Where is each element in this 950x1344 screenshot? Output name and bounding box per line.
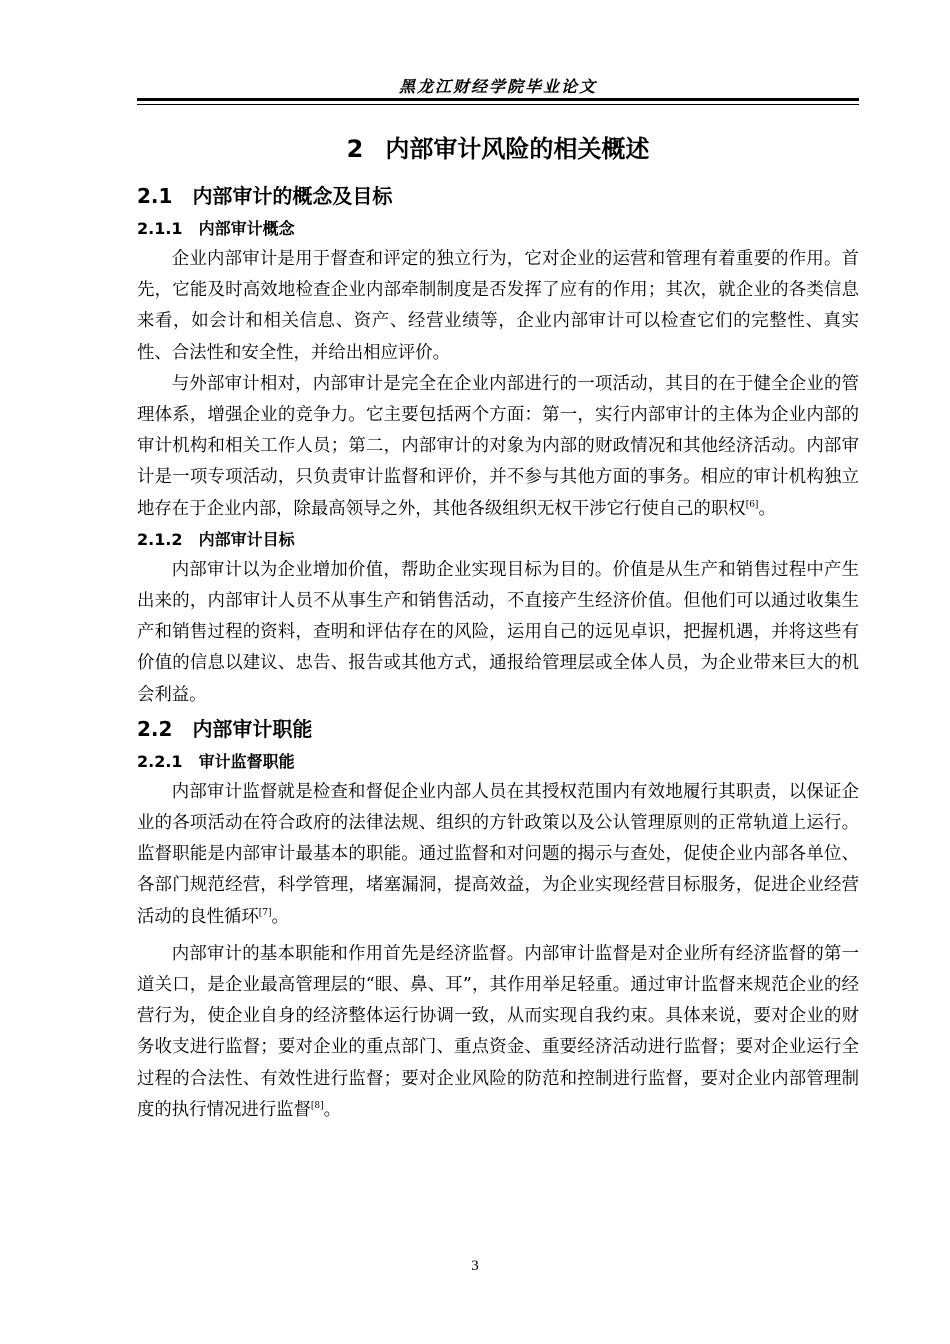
paragraph-tail: 。 bbox=[758, 498, 776, 519]
subsection-heading-2-2-1 bbox=[137, 747, 859, 777]
paragraph-text: 内部审计监督就是检查和督促企业内部人员在其授权范围内有效地履行其职责，以保证企业的各项活动在符合政府的法律法规、组织的方针政策以及公认管理原则的正常轨道上运行。监督职能是内部审计最基本的职能。通过监督和对问题的揭示与查处，促使企业内部各单位、各部门规范经营，科学管理，堵塞漏洞，提高效益，为企业实现经营目标服务，促进企业经营活动的良性循环 bbox=[137, 781, 859, 927]
paragraph-tail: 。 bbox=[323, 1099, 342, 1120]
paragraph bbox=[137, 555, 859, 711]
section-heading-2-2 bbox=[137, 711, 859, 747]
subsection-number: 2.1.1 bbox=[137, 219, 183, 238]
section-title: 内部审计职能 bbox=[192, 716, 313, 741]
paragraph-text: 内部审计的基本职能和作用首先是经济监督。内部审计监督是对企业所有经济监督的第一道关口，是企业最高管理层的“眼、鼻、耳”，其作用举足轻重。通过审计监督来规范企业的经营行为，使企业自身的经济整体运行协调一致，从而实现自我约束。具体来说，要对企业的财务收支进行监督；要对企业的重点部门、重点资金、重要经济活动进行监督；要对企业运行全过程的合法性、有效性进行监督；要对企业风险的防范和控制进行监督，要对企业内部管理制度的执行情况进行监督 bbox=[137, 943, 859, 1120]
chapter-title: 内部审计风险的相关概述 bbox=[385, 135, 650, 163]
subsection-heading-2-1-1 bbox=[137, 214, 859, 244]
subsection-title: 内部审计概念 bbox=[198, 219, 295, 238]
citation-ref: [7] bbox=[258, 907, 272, 918]
subsection-title: 审计监督职能 bbox=[198, 751, 295, 771]
paragraph-text: 内部审计以为企业增加价值，帮助企业实现目标为目的。价值是从生产和销售过程中产生出来的，内部审计人员不从事生产和销售活动，不直接产生经济价值。但他们可以通过收集生产和销售过程的资料，查明和评估存在的风险，运用自己的远见卓识，把握机遇，并将这些有价值的信息以建议、忠告、报告或其他方式，通报给管理层或全体人员，为企业带来巨大的机会利益。 bbox=[137, 559, 859, 705]
chapter-number: 2 bbox=[346, 135, 364, 163]
paragraph bbox=[137, 244, 859, 369]
section-heading-2-1 bbox=[137, 178, 859, 214]
citation-ref: [8] bbox=[310, 1101, 324, 1112]
page-content bbox=[137, 128, 859, 1126]
citation-ref: [6] bbox=[745, 499, 759, 510]
paragraph bbox=[137, 777, 859, 933]
page-number: 3 bbox=[471, 1258, 479, 1274]
paragraph-tail: 。 bbox=[271, 906, 289, 927]
header-rule-thin bbox=[137, 104, 859, 105]
section-number: 2.2 bbox=[137, 716, 173, 741]
section-title: 内部审计的概念及目标 bbox=[192, 184, 393, 208]
paragraph bbox=[137, 939, 859, 1126]
section-number: 2.1 bbox=[137, 184, 173, 208]
subsection-number: 2.2.1 bbox=[137, 751, 183, 771]
header-rule-thick bbox=[137, 98, 859, 101]
paragraph bbox=[137, 369, 859, 525]
paragraph-text: 与外部审计相对，内部审计是完全在企业内部进行的一项活动，其目的在于健全企业的管理体系，增强企业的竞争力。它主要包括两个方面：第一，实行内部审计的主体为企业内部的审计机构和相关工作人员；第二，内部审计的对象为内部的财政情况和其他经济活动。内部审计是一项专项活动，只负责审计监督和评价，并不参与其他方面的事务。相应的审计机构独立地存在于企业内部，除最高领导之外，其他各级组织无权干涉它行使自己的职权 bbox=[137, 373, 859, 519]
subsection-title: 内部审计目标 bbox=[198, 529, 295, 549]
running-header: 黑龙江财经学院毕业论文 bbox=[398, 77, 597, 96]
paragraph-text: 企业内部审计是用于督查和评定的独立行为，它对企业的运营和管理有着重要的作用。首先，它能及时高效地检查企业内部牵制制度是否发挥了应有的作用；其次，就企业的各类信息来看，如会计和相关信息、资产、经营业绩等，企业内部审计可以检查它们的完整性、真实性、合法性和安全性，并给出相应评价。 bbox=[137, 249, 859, 363]
subsection-number: 2.1.2 bbox=[137, 529, 183, 549]
chapter-heading bbox=[137, 128, 859, 170]
subsection-heading-2-1-2 bbox=[137, 525, 859, 555]
